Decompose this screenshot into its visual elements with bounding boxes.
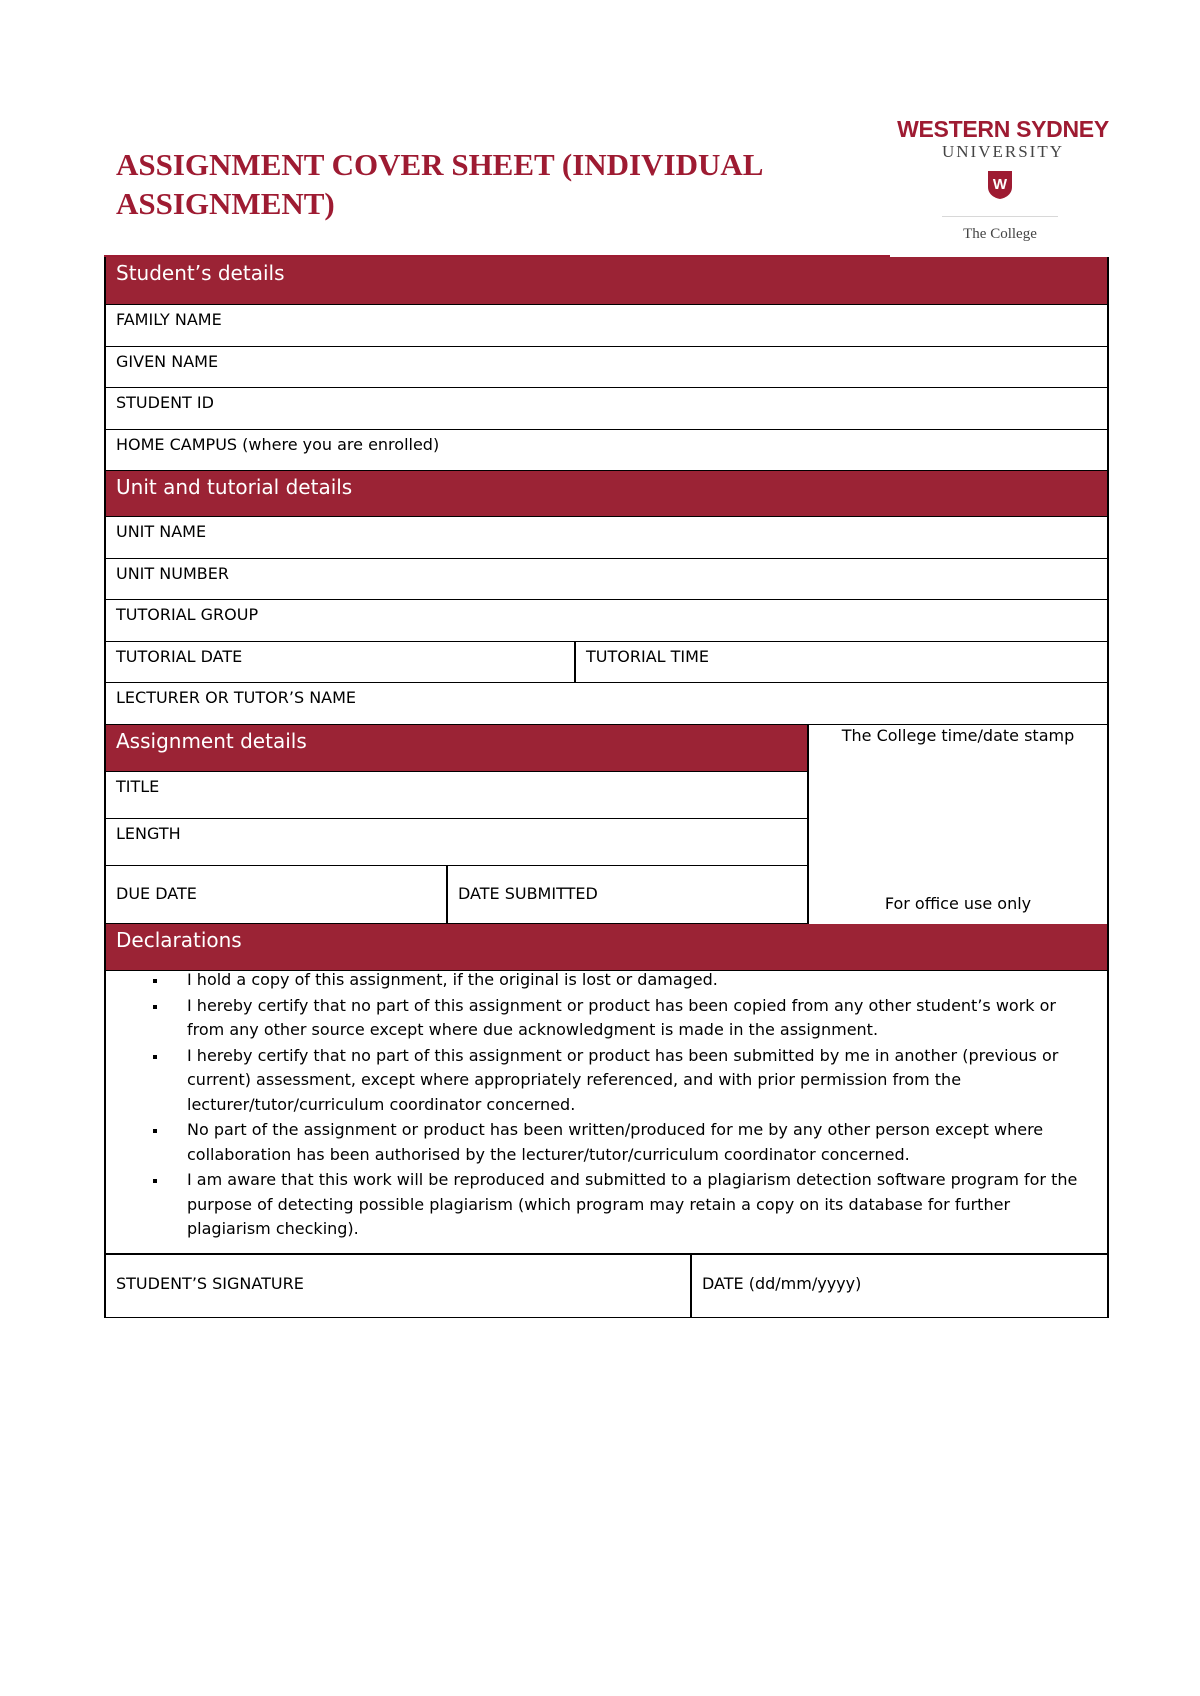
tutorial-date-field[interactable]: TUTORIAL DATE bbox=[104, 642, 574, 683]
assignment-details-heading: Assignment details bbox=[104, 725, 808, 772]
unit-details-heading: Unit and tutorial details bbox=[104, 471, 1108, 517]
declaration-item: I hereby certify that no part of this assignment or product has been copied from any other student’s work or from any other source except where due acknowledgment is made in the assignment. bbox=[153, 994, 1093, 1043]
signature-field[interactable]: STUDENT’S SIGNATURE bbox=[104, 1254, 690, 1318]
tutorial-time-field[interactable]: TUTORIAL TIME bbox=[574, 642, 1108, 683]
declaration-item: No part of the assignment or product has been written/produced for me by any other person except where collaboration has been authorised by the lecturer/tutor/curriculum coordinator concerned. bbox=[153, 1118, 1093, 1167]
signature-divider bbox=[690, 1254, 692, 1318]
stamp-label: The College time/date stamp bbox=[841, 726, 1075, 745]
family-name-field[interactable]: FAMILY NAME bbox=[104, 305, 1108, 347]
student-id-field[interactable]: STUDENT ID bbox=[104, 388, 1108, 430]
due-date-divider bbox=[446, 866, 448, 924]
declaration-item: I hereby certify that no part of this assignment or product has been submitted by me in another (previous or current) assessment, except where appropriately referenced, and with prior permission from the lecturer/tutor/curriculum coordinator concerned. bbox=[153, 1044, 1093, 1118]
tutorial-group-field[interactable]: TUTORIAL GROUP bbox=[104, 600, 1108, 642]
table-border-left bbox=[104, 257, 106, 1318]
signature-date-field[interactable]: DATE (dd/mm/yyyy) bbox=[690, 1254, 1108, 1318]
logo-divider bbox=[942, 216, 1058, 217]
date-submitted-field[interactable]: DATE SUBMITTED bbox=[446, 866, 808, 924]
logo-subtitle: The College bbox=[963, 226, 1037, 242]
declarations-list bbox=[153, 968, 1093, 1242]
table-border-right bbox=[1107, 257, 1109, 1318]
shield-letter: W bbox=[992, 176, 1008, 193]
home-campus-field[interactable]: HOME CAMPUS (where you are enrolled) bbox=[104, 430, 1108, 471]
given-name-field[interactable]: GIVEN NAME bbox=[104, 347, 1108, 388]
unit-name-field[interactable]: UNIT NAME bbox=[104, 517, 1108, 559]
logo-wordmark: WESTERN SYDNEY bbox=[897, 116, 1109, 142]
assignment-length-field[interactable]: LENGTH bbox=[104, 819, 808, 866]
office-use-label: For office use only bbox=[884, 894, 1032, 913]
page-title: ASSIGNMENT COVER SHEET (INDIVIDUAL ASSIGNMENT) bbox=[116, 147, 762, 221]
lecturer-name-field[interactable]: LECTURER OR TUTOR’S NAME bbox=[104, 683, 1108, 725]
declarations-heading: Declarations bbox=[104, 924, 1108, 971]
logo-university: UNIVERSITY bbox=[942, 142, 1064, 161]
declaration-item: I hold a copy of this assignment, if the original is lost or damaged. bbox=[153, 968, 1093, 993]
shield-icon bbox=[987, 170, 1013, 200]
students-details-heading: Student’s details bbox=[104, 257, 1108, 305]
unit-number-field[interactable]: UNIT NUMBER bbox=[104, 559, 1108, 600]
stamp-divider bbox=[807, 725, 809, 924]
tutorial-divider bbox=[574, 642, 576, 683]
university-logo bbox=[890, 112, 1120, 258]
declaration-item: I am aware that this work will be reproduced and submitted to a plagiarism detection software program for the purpose of detecting possible plagiarism (which program may retain a copy on its database for further plagiarism checking). bbox=[153, 1168, 1093, 1242]
due-date-field[interactable]: DUE DATE bbox=[104, 866, 446, 924]
assignment-title-field[interactable]: TITLE bbox=[104, 772, 808, 819]
